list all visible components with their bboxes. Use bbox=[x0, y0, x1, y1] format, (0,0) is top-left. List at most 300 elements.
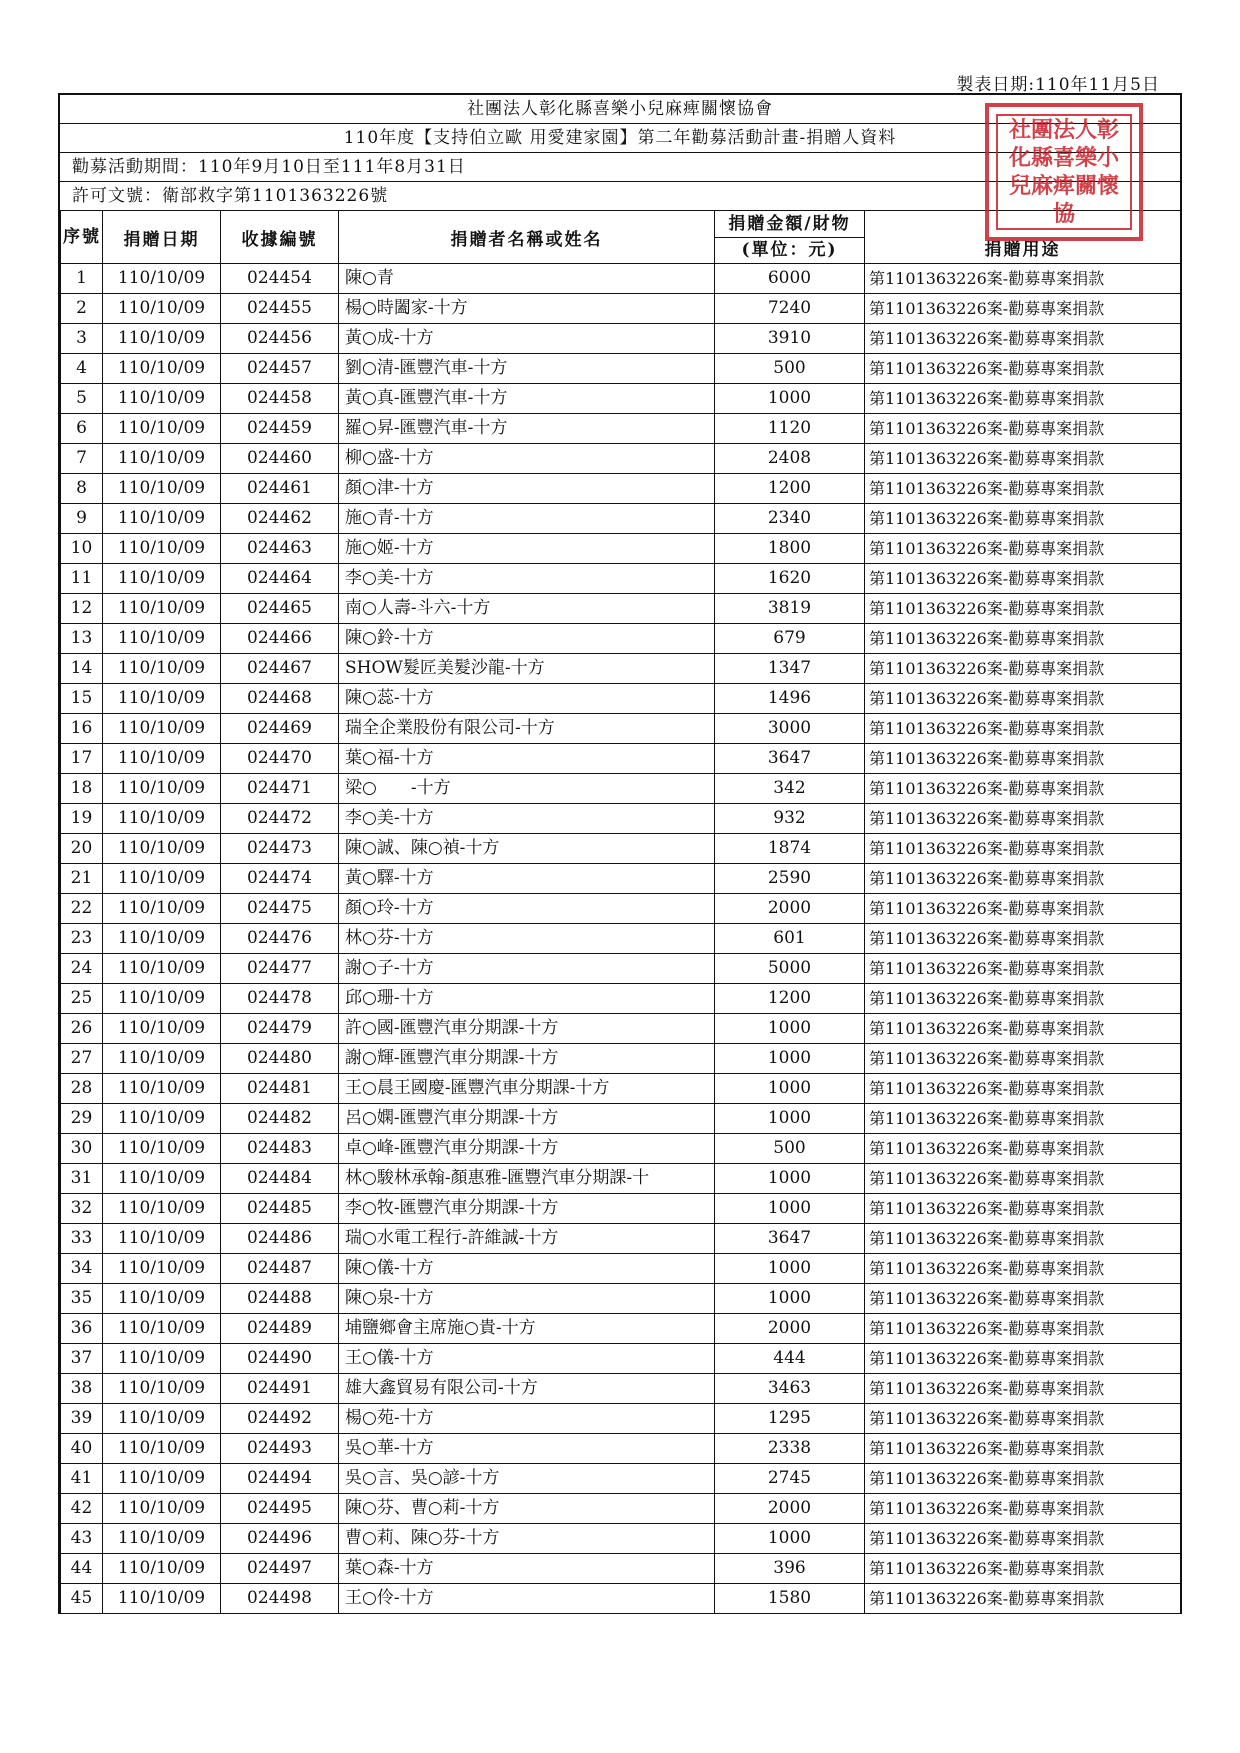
row-receipt-number: 024474 bbox=[221, 864, 339, 894]
row-no: 1 bbox=[61, 264, 103, 294]
table-row bbox=[61, 1374, 1181, 1404]
table-row bbox=[61, 1224, 1181, 1254]
row-donor-name: 黃○成-十方 bbox=[339, 324, 715, 354]
row-date: 110/10/09 bbox=[103, 744, 221, 774]
row-donor-name: 謝○輝-匯豐汽車分期課-十方 bbox=[339, 1044, 715, 1074]
row-date: 110/10/09 bbox=[103, 324, 221, 354]
row-donation-use: 第1101363226案-勸募專案捐款 bbox=[865, 1434, 1181, 1464]
row-donor-name: 埔鹽鄉會主席施○貴-十方 bbox=[339, 1314, 715, 1344]
seal-char: 彰 bbox=[1097, 117, 1120, 143]
table-row bbox=[61, 624, 1181, 654]
row-amount: 6000 bbox=[715, 264, 865, 294]
row-amount: 1000 bbox=[715, 1074, 865, 1104]
row-amount: 1000 bbox=[715, 1524, 865, 1554]
row-receipt-number: 024484 bbox=[221, 1164, 339, 1194]
col-header-name: 捐贈者名稱或姓名 bbox=[339, 211, 715, 264]
row-donor-name: 吳○華-十方 bbox=[339, 1434, 715, 1464]
row-no: 7 bbox=[61, 444, 103, 474]
row-amount: 2000 bbox=[715, 894, 865, 924]
row-amount: 444 bbox=[715, 1344, 865, 1374]
row-amount: 342 bbox=[715, 774, 865, 804]
row-donation-use: 第1101363226案-勸募專案捐款 bbox=[865, 954, 1181, 984]
row-amount: 1000 bbox=[715, 384, 865, 414]
table-row bbox=[61, 1314, 1181, 1344]
row-no: 20 bbox=[61, 834, 103, 864]
row-donor-name: 王○晨王國慶-匯豐汽車分期課-十方 bbox=[339, 1074, 715, 1104]
table-row bbox=[61, 864, 1181, 894]
row-date: 110/10/09 bbox=[103, 1074, 221, 1104]
row-donation-use: 第1101363226案-勸募專案捐款 bbox=[865, 714, 1181, 744]
seal-char: 樂 bbox=[1075, 145, 1098, 171]
row-donation-use: 第1101363226案-勸募專案捐款 bbox=[865, 1584, 1181, 1614]
row-no: 37 bbox=[61, 1344, 103, 1374]
row-date: 110/10/09 bbox=[103, 1254, 221, 1284]
row-amount: 1874 bbox=[715, 834, 865, 864]
row-amount: 3647 bbox=[715, 1224, 865, 1254]
row-receipt-number: 024483 bbox=[221, 1134, 339, 1164]
seal-char: 團 bbox=[1030, 117, 1053, 143]
row-donation-use: 第1101363226案-勸募專案捐款 bbox=[865, 1074, 1181, 1104]
row-donation-use: 第1101363226案-勸募專案捐款 bbox=[865, 594, 1181, 624]
row-amount: 2338 bbox=[715, 1434, 865, 1464]
row-no: 22 bbox=[61, 894, 103, 924]
row-donation-use: 第1101363226案-勸募專案捐款 bbox=[865, 294, 1181, 324]
row-amount: 1000 bbox=[715, 1284, 865, 1314]
table-row bbox=[61, 804, 1181, 834]
row-donation-use: 第1101363226案-勸募專案捐款 bbox=[865, 414, 1181, 444]
row-amount: 1000 bbox=[715, 1164, 865, 1194]
table-row bbox=[61, 504, 1181, 534]
row-donation-use: 第1101363226案-勸募專案捐款 bbox=[865, 354, 1181, 384]
row-date: 110/10/09 bbox=[103, 834, 221, 864]
row-donor-name: 陳○鈴-十方 bbox=[339, 624, 715, 654]
row-donor-name: 陳○誠、陳○禎-十方 bbox=[339, 834, 715, 864]
row-date: 110/10/09 bbox=[103, 1014, 221, 1044]
row-donation-use: 第1101363226案-勸募專案捐款 bbox=[865, 774, 1181, 804]
row-receipt-number: 024498 bbox=[221, 1584, 339, 1614]
table-row bbox=[61, 1434, 1181, 1464]
row-date: 110/10/09 bbox=[103, 1554, 221, 1584]
row-donor-name: 雄大鑫貿易有限公司-十方 bbox=[339, 1374, 715, 1404]
row-date: 110/10/09 bbox=[103, 444, 221, 474]
donor-table bbox=[60, 210, 1181, 1614]
row-donor-name: 葉○福-十方 bbox=[339, 744, 715, 774]
row-date: 110/10/09 bbox=[103, 294, 221, 324]
table-row bbox=[61, 1494, 1181, 1524]
row-no: 43 bbox=[61, 1524, 103, 1554]
row-no: 8 bbox=[61, 474, 103, 504]
row-no: 42 bbox=[61, 1494, 103, 1524]
table-row bbox=[61, 1404, 1181, 1434]
row-receipt-number: 024475 bbox=[221, 894, 339, 924]
row-donation-use: 第1101363226案-勸募專案捐款 bbox=[865, 1494, 1181, 1524]
row-no: 44 bbox=[61, 1554, 103, 1584]
row-receipt-number: 024462 bbox=[221, 504, 339, 534]
row-receipt-number: 024460 bbox=[221, 444, 339, 474]
row-donor-name: 王○伶-十方 bbox=[339, 1584, 715, 1614]
row-donation-use: 第1101363226案-勸募專案捐款 bbox=[865, 924, 1181, 954]
row-date: 110/10/09 bbox=[103, 654, 221, 684]
seal-char: 法 bbox=[1052, 117, 1075, 143]
table-row bbox=[61, 1134, 1181, 1164]
row-date: 110/10/09 bbox=[103, 1464, 221, 1494]
row-donation-use: 第1101363226案-勸募專案捐款 bbox=[865, 834, 1181, 864]
row-amount: 1496 bbox=[715, 684, 865, 714]
donor-sheet bbox=[58, 93, 1182, 1614]
table-row bbox=[61, 984, 1181, 1014]
row-receipt-number: 024466 bbox=[221, 624, 339, 654]
row-donor-name: 黃○驛-十方 bbox=[339, 864, 715, 894]
row-no: 11 bbox=[61, 564, 103, 594]
seal-char: 喜 bbox=[1052, 145, 1075, 171]
row-no: 45 bbox=[61, 1584, 103, 1614]
row-date: 110/10/09 bbox=[103, 1494, 221, 1524]
row-donation-use: 第1101363226案-勸募專案捐款 bbox=[865, 264, 1181, 294]
row-no: 27 bbox=[61, 1044, 103, 1074]
row-donation-use: 第1101363226案-勸募專案捐款 bbox=[865, 1194, 1181, 1224]
row-receipt-number: 024481 bbox=[221, 1074, 339, 1104]
row-date: 110/10/09 bbox=[103, 984, 221, 1014]
row-donation-use: 第1101363226案-勸募專案捐款 bbox=[865, 1134, 1181, 1164]
row-no: 4 bbox=[61, 354, 103, 384]
row-donation-use: 第1101363226案-勸募專案捐款 bbox=[865, 1224, 1181, 1254]
row-no: 29 bbox=[61, 1104, 103, 1134]
row-donor-name: 曹○莉、陳○芬-十方 bbox=[339, 1524, 715, 1554]
row-no: 17 bbox=[61, 744, 103, 774]
row-amount: 5000 bbox=[715, 954, 865, 984]
row-donor-name: 楊○時闔家-十方 bbox=[339, 294, 715, 324]
table-row bbox=[61, 894, 1181, 924]
row-receipt-number: 024468 bbox=[221, 684, 339, 714]
row-no: 2 bbox=[61, 294, 103, 324]
row-amount: 3463 bbox=[715, 1374, 865, 1404]
row-donation-use: 第1101363226案-勸募專案捐款 bbox=[865, 654, 1181, 684]
row-date: 110/10/09 bbox=[103, 1374, 221, 1404]
row-no: 28 bbox=[61, 1074, 103, 1104]
row-receipt-number: 024490 bbox=[221, 1344, 339, 1374]
row-donor-name: 南○人壽-斗六-十方 bbox=[339, 594, 715, 624]
table-row bbox=[61, 474, 1181, 504]
row-donation-use: 第1101363226案-勸募專案捐款 bbox=[865, 324, 1181, 354]
row-date: 110/10/09 bbox=[103, 1434, 221, 1464]
row-no: 24 bbox=[61, 954, 103, 984]
col-header-no: 序號 bbox=[61, 211, 103, 264]
row-donation-use: 第1101363226案-勸募專案捐款 bbox=[865, 534, 1181, 564]
row-amount: 1800 bbox=[715, 534, 865, 564]
row-no: 33 bbox=[61, 1224, 103, 1254]
row-no: 12 bbox=[61, 594, 103, 624]
table-row bbox=[61, 714, 1181, 744]
table-row bbox=[61, 444, 1181, 474]
row-date: 110/10/09 bbox=[103, 924, 221, 954]
made-date: 製表日期:110年11月5日 bbox=[956, 75, 1160, 95]
row-donor-name: 陳○青 bbox=[339, 264, 715, 294]
row-date: 110/10/09 bbox=[103, 864, 221, 894]
row-date: 110/10/09 bbox=[103, 714, 221, 744]
row-receipt-number: 024477 bbox=[221, 954, 339, 984]
row-donor-name: 顏○津-十方 bbox=[339, 474, 715, 504]
row-amount: 1347 bbox=[715, 654, 865, 684]
row-no: 5 bbox=[61, 384, 103, 414]
row-donor-name: 呂○嫻-匯豐汽車分期課-十方 bbox=[339, 1104, 715, 1134]
table-row bbox=[61, 1464, 1181, 1494]
row-date: 110/10/09 bbox=[103, 1104, 221, 1134]
row-amount: 679 bbox=[715, 624, 865, 654]
seal-char: 麻 bbox=[1030, 173, 1053, 199]
row-date: 110/10/09 bbox=[103, 1134, 221, 1164]
col-header-amount: 捐贈金額/財物 bbox=[715, 211, 865, 238]
row-no: 35 bbox=[61, 1284, 103, 1314]
row-amount: 2000 bbox=[715, 1494, 865, 1524]
row-donor-name: 陳○泉-十方 bbox=[339, 1284, 715, 1314]
row-receipt-number: 024455 bbox=[221, 294, 339, 324]
table-row bbox=[61, 1554, 1181, 1584]
row-date: 110/10/09 bbox=[103, 354, 221, 384]
row-amount: 3647 bbox=[715, 744, 865, 774]
row-receipt-number: 024480 bbox=[221, 1044, 339, 1074]
row-amount: 1000 bbox=[715, 1014, 865, 1044]
seal-char: 小 bbox=[1097, 145, 1120, 171]
table-row bbox=[61, 1104, 1181, 1134]
org-name: 社團法人彰化縣喜樂小兒麻痺關懷協會 bbox=[60, 95, 1180, 124]
table-row bbox=[61, 1524, 1181, 1554]
col-header-receipt: 收據編號 bbox=[221, 211, 339, 264]
row-no: 41 bbox=[61, 1464, 103, 1494]
col-header-date: 捐贈日期 bbox=[103, 211, 221, 264]
row-donation-use: 第1101363226案-勸募專案捐款 bbox=[865, 1044, 1181, 1074]
row-donor-name: 林○芬-十方 bbox=[339, 924, 715, 954]
row-date: 110/10/09 bbox=[103, 264, 221, 294]
row-date: 110/10/09 bbox=[103, 1344, 221, 1374]
row-donation-use: 第1101363226案-勸募專案捐款 bbox=[865, 564, 1181, 594]
row-receipt-number: 024457 bbox=[221, 354, 339, 384]
row-receipt-number: 024485 bbox=[221, 1194, 339, 1224]
row-donor-name: 林○駿林承翰-顏惠雅-匯豐汽車分期課-十 bbox=[339, 1164, 715, 1194]
row-no: 36 bbox=[61, 1314, 103, 1344]
row-receipt-number: 024469 bbox=[221, 714, 339, 744]
row-donation-use: 第1101363226案-勸募專案捐款 bbox=[865, 474, 1181, 504]
row-donation-use: 第1101363226案-勸募專案捐款 bbox=[865, 1554, 1181, 1584]
table-row bbox=[61, 1254, 1181, 1284]
row-donor-name: 梁○ -十方 bbox=[339, 774, 715, 804]
row-donor-name: 葉○森-十方 bbox=[339, 1554, 715, 1584]
row-donor-name: 謝○子-十方 bbox=[339, 954, 715, 984]
row-no: 34 bbox=[61, 1254, 103, 1284]
row-donor-name: 瑞全企業股份有限公司-十方 bbox=[339, 714, 715, 744]
row-date: 110/10/09 bbox=[103, 894, 221, 924]
row-receipt-number: 024473 bbox=[221, 834, 339, 864]
row-no: 9 bbox=[61, 504, 103, 534]
row-donation-use: 第1101363226案-勸募專案捐款 bbox=[865, 984, 1181, 1014]
row-receipt-number: 024479 bbox=[221, 1014, 339, 1044]
row-amount: 1120 bbox=[715, 414, 865, 444]
seal-char: 關 bbox=[1075, 173, 1098, 199]
row-receipt-number: 024496 bbox=[221, 1524, 339, 1554]
row-receipt-number: 024465 bbox=[221, 594, 339, 624]
table-row bbox=[61, 1584, 1181, 1614]
row-donation-use: 第1101363226案-勸募專案捐款 bbox=[865, 1314, 1181, 1344]
row-no: 16 bbox=[61, 714, 103, 744]
row-donor-name: 李○美-十方 bbox=[339, 564, 715, 594]
row-donation-use: 第1101363226案-勸募專案捐款 bbox=[865, 864, 1181, 894]
row-amount: 500 bbox=[715, 354, 865, 384]
row-date: 110/10/09 bbox=[103, 1584, 221, 1614]
row-receipt-number: 024491 bbox=[221, 1374, 339, 1404]
row-donation-use: 第1101363226案-勸募專案捐款 bbox=[865, 804, 1181, 834]
row-donation-use: 第1101363226案-勸募專案捐款 bbox=[865, 1104, 1181, 1134]
row-donation-use: 第1101363226案-勸募專案捐款 bbox=[865, 504, 1181, 534]
table-row bbox=[61, 414, 1181, 444]
row-date: 110/10/09 bbox=[103, 1524, 221, 1554]
row-donation-use: 第1101363226案-勸募專案捐款 bbox=[865, 1284, 1181, 1314]
table-row bbox=[61, 1284, 1181, 1314]
table-row bbox=[61, 654, 1181, 684]
table-row bbox=[61, 1164, 1181, 1194]
row-amount: 2408 bbox=[715, 444, 865, 474]
row-date: 110/10/09 bbox=[103, 954, 221, 984]
table-row bbox=[61, 1344, 1181, 1374]
seal-char: 化 bbox=[1008, 145, 1031, 171]
row-date: 110/10/09 bbox=[103, 504, 221, 534]
table-row bbox=[61, 354, 1181, 384]
row-donation-use: 第1101363226案-勸募專案捐款 bbox=[865, 1464, 1181, 1494]
row-no: 39 bbox=[61, 1404, 103, 1434]
row-receipt-number: 024470 bbox=[221, 744, 339, 774]
row-amount: 500 bbox=[715, 1134, 865, 1164]
row-donor-name: 顏○玲-十方 bbox=[339, 894, 715, 924]
row-receipt-number: 024476 bbox=[221, 924, 339, 954]
fundraising-period: 勸募活動期間：110年9月10日至111年8月31日 bbox=[60, 153, 1180, 182]
row-amount: 1620 bbox=[715, 564, 865, 594]
row-donation-use: 第1101363226案-勸募專案捐款 bbox=[865, 1164, 1181, 1194]
row-receipt-number: 024488 bbox=[221, 1284, 339, 1314]
row-receipt-number: 024458 bbox=[221, 384, 339, 414]
row-no: 13 bbox=[61, 624, 103, 654]
row-date: 110/10/09 bbox=[103, 594, 221, 624]
row-receipt-number: 024459 bbox=[221, 414, 339, 444]
row-no: 31 bbox=[61, 1164, 103, 1194]
row-no: 25 bbox=[61, 984, 103, 1014]
row-donor-name: 施○青-十方 bbox=[339, 504, 715, 534]
row-date: 110/10/09 bbox=[103, 1224, 221, 1254]
row-amount: 3000 bbox=[715, 714, 865, 744]
row-date: 110/10/09 bbox=[103, 564, 221, 594]
seal-char: 懷 bbox=[1097, 173, 1120, 199]
table-row bbox=[61, 924, 1181, 954]
row-donor-name: 陳○儀-十方 bbox=[339, 1254, 715, 1284]
row-donation-use: 第1101363226案-勸募專案捐款 bbox=[865, 894, 1181, 924]
permit-number: 許可文號：衛部救字第1101363226號 bbox=[72, 186, 389, 206]
row-no: 19 bbox=[61, 804, 103, 834]
row-date: 110/10/09 bbox=[103, 684, 221, 714]
row-date: 110/10/09 bbox=[103, 1404, 221, 1434]
row-amount: 2745 bbox=[715, 1464, 865, 1494]
row-donation-use: 第1101363226案-勸募專案捐款 bbox=[865, 444, 1181, 474]
row-receipt-number: 024494 bbox=[221, 1464, 339, 1494]
row-date: 110/10/09 bbox=[103, 804, 221, 834]
row-receipt-number: 024454 bbox=[221, 264, 339, 294]
table-row bbox=[61, 684, 1181, 714]
row-donor-name: 劉○清-匯豐汽車-十方 bbox=[339, 354, 715, 384]
row-no: 32 bbox=[61, 1194, 103, 1224]
row-donor-name: 柳○盛-十方 bbox=[339, 444, 715, 474]
row-donation-use: 第1101363226案-勸募專案捐款 bbox=[865, 1344, 1181, 1374]
table-row bbox=[61, 1044, 1181, 1074]
seal-char: 縣 bbox=[1030, 145, 1053, 171]
row-receipt-number: 024456 bbox=[221, 324, 339, 354]
row-amount: 2340 bbox=[715, 504, 865, 534]
row-donation-use: 第1101363226案-勸募專案捐款 bbox=[865, 624, 1181, 654]
row-receipt-number: 024497 bbox=[221, 1554, 339, 1584]
seal-char: 兒 bbox=[1008, 173, 1031, 199]
row-receipt-number: 024478 bbox=[221, 984, 339, 1014]
row-donation-use: 第1101363226案-勸募專案捐款 bbox=[865, 1524, 1181, 1554]
seal-char: 協 bbox=[1052, 201, 1075, 227]
row-amount: 601 bbox=[715, 924, 865, 954]
row-no: 3 bbox=[61, 324, 103, 354]
row-date: 110/10/09 bbox=[103, 1194, 221, 1224]
row-amount: 1000 bbox=[715, 1194, 865, 1224]
table-row bbox=[61, 564, 1181, 594]
row-receipt-number: 024463 bbox=[221, 534, 339, 564]
row-date: 110/10/09 bbox=[103, 1044, 221, 1074]
row-no: 23 bbox=[61, 924, 103, 954]
table-row bbox=[61, 774, 1181, 804]
row-amount: 1000 bbox=[715, 1044, 865, 1074]
plan-title: 110年度【支持伯立歐 用愛建家園】第二年勸募活動計畫-捐贈人資料 bbox=[60, 124, 1180, 153]
row-donation-use: 第1101363226案-勸募專案捐款 bbox=[865, 684, 1181, 714]
seal-char: 社 bbox=[1008, 117, 1031, 143]
row-amount: 1200 bbox=[715, 474, 865, 504]
row-receipt-number: 024489 bbox=[221, 1314, 339, 1344]
row-no: 21 bbox=[61, 864, 103, 894]
row-amount: 1295 bbox=[715, 1404, 865, 1434]
row-no: 18 bbox=[61, 774, 103, 804]
row-donor-name: 李○牧-匯豐汽車分期課-十方 bbox=[339, 1194, 715, 1224]
row-amount: 3819 bbox=[715, 594, 865, 624]
row-date: 110/10/09 bbox=[103, 534, 221, 564]
table-row bbox=[61, 384, 1181, 414]
table-row bbox=[61, 1074, 1181, 1104]
row-no: 38 bbox=[61, 1374, 103, 1404]
table-row bbox=[61, 324, 1181, 354]
row-donor-name: 吳○言、吳○諺-十方 bbox=[339, 1464, 715, 1494]
row-donation-use: 第1101363226案-勸募專案捐款 bbox=[865, 744, 1181, 774]
organization-seal-stamp bbox=[985, 103, 1143, 241]
row-donor-name: 陳○蕊-十方 bbox=[339, 684, 715, 714]
row-donation-use: 第1101363226案-勸募專案捐款 bbox=[865, 384, 1181, 414]
row-receipt-number: 024486 bbox=[221, 1224, 339, 1254]
row-date: 110/10/09 bbox=[103, 1314, 221, 1344]
row-receipt-number: 024461 bbox=[221, 474, 339, 504]
row-receipt-number: 024467 bbox=[221, 654, 339, 684]
table-row bbox=[61, 1014, 1181, 1044]
row-donor-name: 羅○昇-匯豐汽車-十方 bbox=[339, 414, 715, 444]
seal-char: 痺 bbox=[1052, 173, 1075, 199]
row-no: 26 bbox=[61, 1014, 103, 1044]
row-donor-name: 施○姬-十方 bbox=[339, 534, 715, 564]
row-donation-use: 第1101363226案-勸募專案捐款 bbox=[865, 1374, 1181, 1404]
row-receipt-number: 024464 bbox=[221, 564, 339, 594]
row-date: 110/10/09 bbox=[103, 1164, 221, 1194]
row-donor-name: 王○儀-十方 bbox=[339, 1344, 715, 1374]
table-row bbox=[61, 1194, 1181, 1224]
row-donation-use: 第1101363226案-勸募專案捐款 bbox=[865, 1014, 1181, 1044]
row-date: 110/10/09 bbox=[103, 774, 221, 804]
row-donor-name: 陳○芬、曹○莉-十方 bbox=[339, 1494, 715, 1524]
row-date: 110/10/09 bbox=[103, 474, 221, 504]
row-no: 6 bbox=[61, 414, 103, 444]
